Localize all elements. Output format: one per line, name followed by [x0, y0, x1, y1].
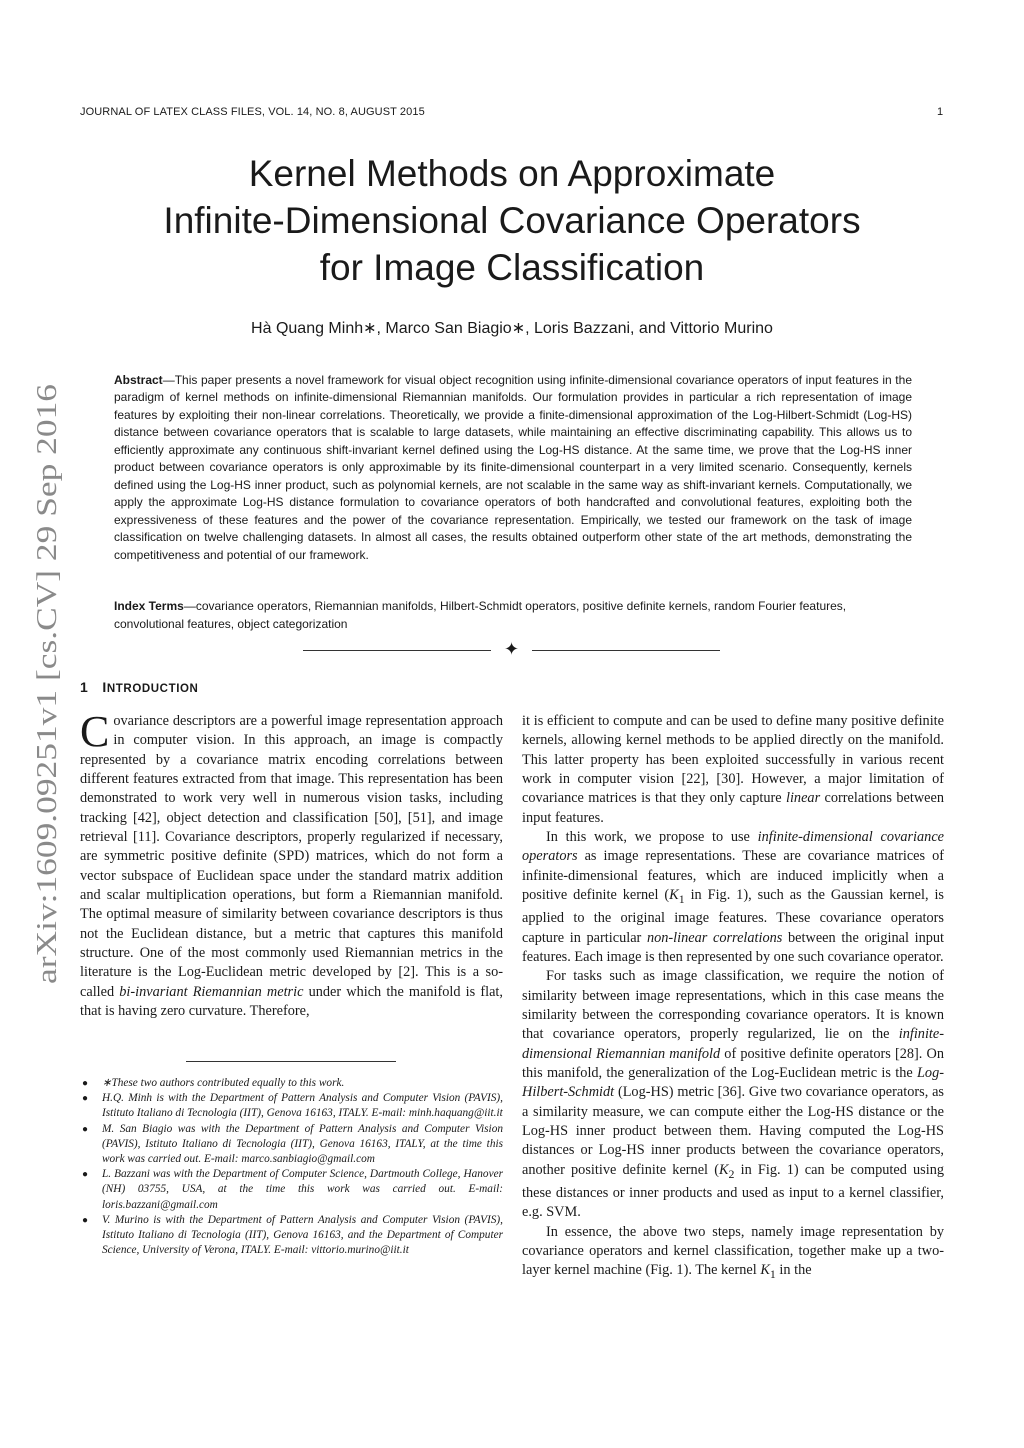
section-number: 1 — [80, 679, 89, 695]
drop-cap: C — [80, 707, 110, 756]
bullet-icon: ● — [82, 1093, 89, 1105]
page-number: 1 — [937, 106, 944, 118]
footnote-text: H.Q. Minh is with the Department of Pattern Analysis and Computer Vision (PAVIS), Istituto Italiano di Tecnologia (IIT), Genova 16163, ITALY. E-mail: minh.haquang@iit.it — [102, 1092, 503, 1120]
p1-emphasis: linear — [785, 790, 821, 807]
title-line-1: Kernel Methods on Approximate — [248, 153, 776, 194]
bullet-icon: ● — [82, 1214, 89, 1226]
footnote-rule — [186, 1061, 396, 1062]
intro-paragraph-1 — [80, 707, 503, 1022]
bullet-icon: ● — [82, 1123, 89, 1135]
kernel-symbol: K — [669, 887, 679, 904]
p2-text-b: as image representations. These are covariance matrices of infinite-dimensional features, which are induced implicitly when a positive definite kernel ( — [522, 848, 944, 904]
body-paragraph-3 — [522, 967, 944, 1222]
section-heading — [80, 679, 198, 695]
abstract-text: —This paper presents a novel framework for visual object recognition using infinite-dimensional covariance operators of input features in the paradigm of kernel methods on infinite-dimensional Riemannian manifolds. Our formulation provides in particular a rich representation of image features by exploiting their non-linear correlations. Theoretically, we provide a finite-dimensional approximation of the Log-Hilbert-Schmidt (Log-HS) distance between covariance operators that is scalable to large datasets, while maintaining an effective discriminating capability. This allows us to efficiently approximate any continuous shift-invariant kernel defined using the Log-HS distance. At the same time, we prove that the Log-HS inner product between covariance operators is only approximable by its finite-dimensional counterpart in a very limited scenario. Consequently, kernels defined using the Log-HS inner product, such as polynomial kernels, are not scalable in the same way as shift-invariant kernels. Computationally, we apply the approximate Log-HS distance formulation to covariance operators of both handcrafted and convolutional features, exploiting both the expressiveness of these features and the power of the covariance representation. Empirically, we tested our framework on the task of image classification on twelve challenging datasets. In almost all cases, the results obtained outperform other state of the art methods, demonstrating the competitiveness and potential of our framework. — [114, 373, 912, 562]
kernel-symbol: K — [760, 1262, 770, 1279]
p3-emphasis-2: Log-Hilbert-Schmidt — [522, 1065, 944, 1101]
body-paragraph-1 — [522, 712, 944, 828]
footnote-item — [80, 1076, 503, 1091]
footnote-text: ∗These two authors contributed equally to this work. — [102, 1077, 345, 1089]
p3-emphasis-1: infinite-dimensional Riemannian manifold — [522, 1026, 944, 1062]
title-line-2: Infinite-Dimensional Covariance Operators — [163, 200, 861, 241]
section-title-rest: NTRODUCTION — [106, 683, 199, 695]
arxiv-side-stamp — [10, 380, 70, 990]
bullet-icon: ● — [82, 1078, 89, 1089]
abstract — [114, 372, 912, 564]
index-terms — [114, 598, 912, 633]
column-left — [80, 707, 503, 1022]
running-head: JOURNAL OF LATEX CLASS FILES, VOL. 14, NO. 8, AUGUST 2015 — [80, 106, 425, 118]
footnote-item — [80, 1213, 503, 1259]
intro-p1-text-b: under which the manifold is flat, that is having zero curvature. Therefore, — [80, 983, 503, 1020]
section-separator — [303, 641, 723, 659]
p4-text-b: in the — [775, 1262, 812, 1279]
p3-text-c: (Log-HS) metric [36]. Give two covariance operators, as a similarity measure, we can compute either the Log-HS distance or the Log-HS inner product between them. Having computed the Log-HS distances or Log-HS inner products between the covariance operators, another positive definite kernel ( — [522, 1084, 944, 1178]
title-line-3: for Image Classification — [319, 247, 705, 288]
body-paragraph-4 — [522, 1223, 944, 1285]
index-terms-text: —covariance operators, Riemannian manifolds, Hilbert-Schmidt operators, positive definite kernels, random Fourier features, convolutional features, object categorization — [114, 599, 847, 631]
footnote-item — [80, 1122, 503, 1168]
footnote-text: L. Bazzani was with the Department of Computer Science, Dartmouth College, Hanover (NH) 03755, USA, at the time this work was carried out. E-mail: loris.bazzani@gmail.com — [102, 1168, 503, 1211]
paper-title — [80, 150, 944, 291]
arxiv-stamp-text: arXiv:1609.09251v1 [cs.CV] 29 Sep 2016 — [31, 492, 63, 984]
kernel-subscript: 1 — [769, 1267, 776, 1282]
kernel-subscript: 1 — [678, 891, 685, 906]
p3-text-b: of positive definite operators [28]. On this manifold, the generalization of the Log-Euclidean metric is the — [522, 1045, 944, 1082]
column-right — [522, 712, 944, 1285]
kernel-symbol: K — [718, 1161, 729, 1178]
section-title-initial: I — [102, 679, 107, 695]
p2-emphasis-1: infinite-dimensional covariance operators — [522, 829, 945, 865]
p2-text-c: in Fig. 1), such as the Gaussian kernel, is applied to the original image features. These covariance operators capture in particular — [522, 887, 944, 946]
p4-text-a: In essence, the above two steps, namely image representation by covariance operators and kernel classification, together make up a two-layer kernel machine (Fig. 1). The kernel — [522, 1223, 944, 1279]
p3-text-d: in Fig. 1) can be computed using these distances or inner products and used as input to a kernel classifier, e.g. SVM. — [522, 1161, 945, 1221]
bullet-icon: ● — [82, 1169, 89, 1181]
p2-emphasis-2: non-linear correlations — [646, 929, 783, 946]
p1-text-b: correlations between input features. — [522, 790, 944, 826]
separator-star-icon: ✦ — [504, 639, 520, 659]
p1-text-a: it is efficient to compute and can be used to define many positive definite kernels, allowing kernel methods to be applied directly on the manifold. This latter property has been exploited successfully in various recent work in computer vision [22], [30]. However, a major limitation of covariance matrices is that they only capture — [522, 713, 944, 807]
separator-line-left — [303, 650, 491, 651]
abstract-label: Abstract — [114, 373, 163, 387]
intro-p1-text-a: ovariance descriptors are a powerful image representation approach in computer vision. In this approach, an image is compactly represented by a covariance matrix encoding correlations between different features extracted from that image. This representation has been demonstrated to work very well in numerous vision tasks, including tracking [42], object detection and classification [50], [51], and image retrieval [11]. Covariance descriptors, properly regularized if necessary, are symmetric positive definite (SPD) matrices, which do not form a vector subspace of Euclidean space under the standard matrix addition and scalar multiplication operations, but form a Riemannian manifold. The optimal measure of similarity between covariance descriptors is thus not the Euclidean distance, but a metric that captures this manifold structure. One of the most commonly used Riemannian metrics in the literature is the Log-Euclidean metric developed by [2]. This is a so-called — [80, 713, 503, 1000]
footnote-item — [80, 1167, 503, 1213]
p2-text-d: between the original input features. Each image is then represented by one such covariance operator. — [522, 929, 944, 965]
footnote-text: V. Murino is with the Department of Pattern Analysis and Computer Vision (PAVIS), Istituto Italiano di Tecnologia (IIT), Genova 16163, and the Department of Computer Science, University of Verona, ITALY. E-mail: vittorio.murino@iit.it — [102, 1213, 503, 1257]
separator-line-right — [532, 650, 720, 651]
author-list: Hà Quang Minh∗, Marco San Biagio∗, Loris Bazzani, and Vittorio Murino — [251, 320, 773, 337]
p2-text-a: In this work, we propose to use — [546, 829, 758, 846]
intro-p1-emphasis: bi-invariant Riemannian metric — [119, 983, 304, 1000]
footnotes — [80, 1076, 503, 1258]
footnote-item — [80, 1091, 503, 1121]
body-paragraph-2 — [522, 828, 944, 967]
kernel-subscript: 2 — [728, 1166, 735, 1181]
index-terms-label: Index Terms — [114, 599, 184, 613]
footnote-text: M. San Biagio was with the Department of Pattern Analysis and Computer Vision (PAVIS), Istituto Italiano di Tecnologia (IIT), Genova 16163, ITALY, at the time this work was carried out. E-mail: marco.sanbiagio@gmail.com — [102, 1122, 503, 1166]
p3-text-a: For tasks such as image classification, we require the notion of similarity between image representations, which in this case means the similarity between the corresponding covariance operators. It is known that covariance operators, properly regularized, lie on the — [522, 968, 944, 1043]
